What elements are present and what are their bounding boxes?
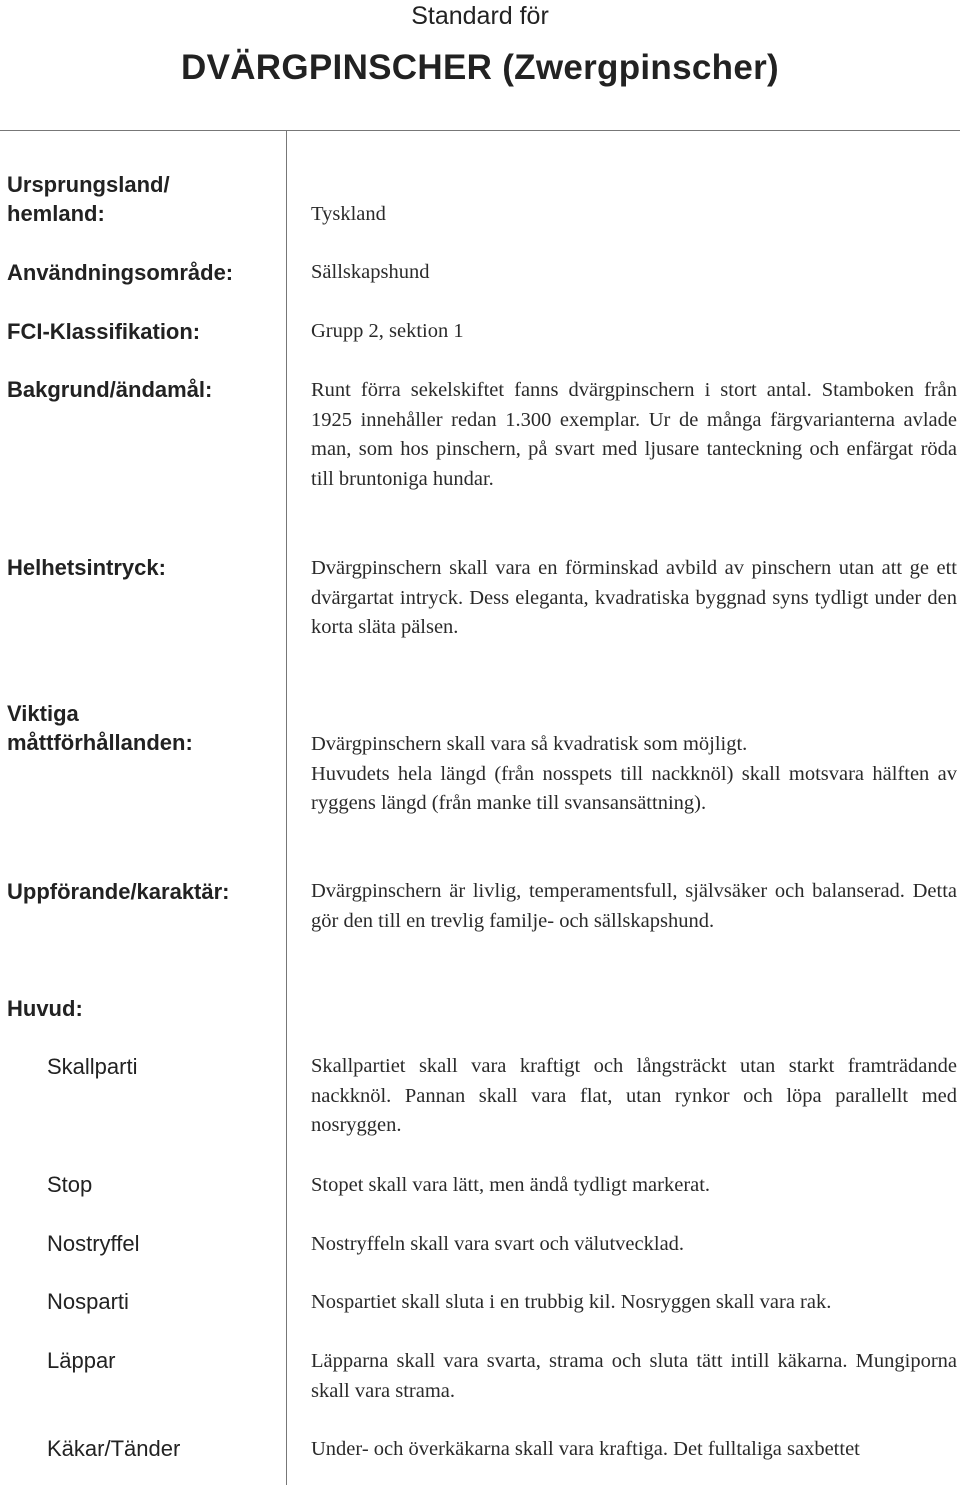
label-uppforande: Uppförande/karaktär: [7,879,230,904]
value-nostryffel: Nostryffeln skall vara svart och välutvecklad. [311,1233,685,1255]
top-divider [0,130,960,131]
sublabel-kakar-tander: Käkar/Tänder [47,1436,181,1461]
value-kakar-tander: Under- och överkäkarna skall vara kraftiga. Det fulltaliga saxbettet [311,1438,860,1460]
value-nosparti: Nospartiet skall sluta i en trubbig kil. Nosryggen skall vara rak. [311,1291,832,1313]
label-anvandningsomrade: Användningsområde: [7,260,234,285]
sublabel-skallparti: Skallparti [47,1054,138,1079]
sublabel-nosparti: Nosparti [47,1289,129,1314]
value-uppforande: Dvärgpinschern är livlig, temperamentsfull, självsäker och balanserad. Detta gör den till en trevlig familje- och sällskapshund. [311,880,957,932]
value-bakgrund: Runt förra sekelskiftet fanns dvärgpinschern i stort antal. Stamboken från 1925 innehåller redan 1.300 exemplar. Ur de många färgvarianterna avlade man, som hos pinschern, på svart med ljusare tanteckning och enfärgat röda till bruntoniga hundar. [311,379,957,490]
label-bakgrund: Bakgrund/ändamål: [7,377,213,402]
column-divider [286,130,287,1485]
value-fci-klassifikation: Grupp 2, sektion 1 [311,320,464,342]
value-ursprungsland: Tyskland [311,203,386,225]
value-anvandningsomrade: Sällskapshund [311,261,430,283]
value-viktiga-mattforhallanden: Dvärgpinschern skall vara så kvadratisk som möjligt. Huvudets hela längd (från nosspets till nackknöl) skall motsvara hälften av ryggens längd (från manke till svansansättning). [311,733,957,814]
page-title: DVÄRGPINSCHER (Zwergpinscher) [181,48,779,87]
sublabel-stop: Stop [47,1172,93,1197]
sublabel-lappar: Läppar [47,1348,116,1373]
label-huvud: Huvud: [7,996,83,1021]
label-viktiga-mattforhallanden: Viktiga måttförhållanden: [7,701,193,755]
value-skallparti: Skallpartiet skall vara kraftigt och långsträckt utan starkt framträdande nackknöl. Pannan skall vara flat, utan rynkor och löpa parallellt med nosryggen. [311,1055,957,1136]
value-helhetsintryck: Dvärgpinschern skall vara en förminskad avbild av pinschern utan att ge ett dvärgartat intryck. Dess eleganta, kvadratiska byggnad syns tydligt under den korta släta pälsen. [311,557,957,638]
value-lappar: Läpparna skall vara svarta, strama och sluta tätt intill käkarna. Mungiporna skall vara strama. [311,1350,957,1402]
value-stop: Stopet skall vara lätt, men ändå tydligt markerat. [311,1174,711,1196]
sublabel-nostryffel: Nostryffel [47,1231,140,1256]
label-ursprungsland: Ursprungsland/ hemland: [7,172,170,226]
pre-title: Standard för [411,2,549,30]
label-fci-klassifikation: FCI-Klassifikation: [7,319,201,344]
label-helhetsintryck: Helhetsintryck: [7,555,166,580]
